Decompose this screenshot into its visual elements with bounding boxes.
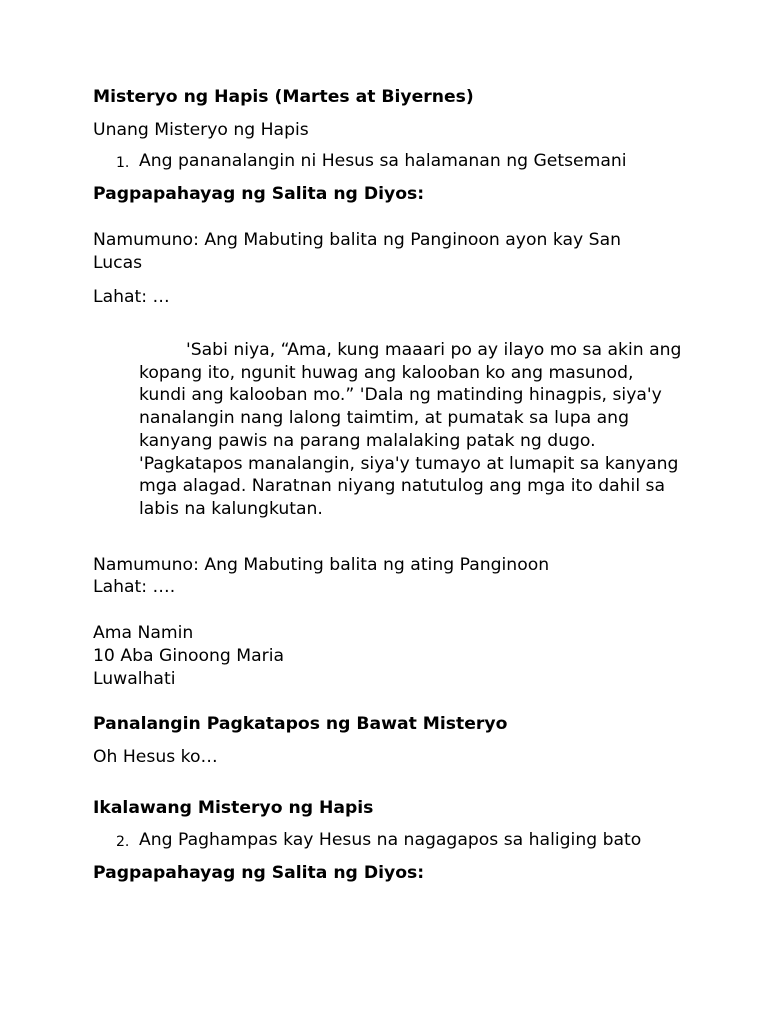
- leader-line-2: Namumuno: Ang Mabuting balita ng ating Panginoon: [93, 555, 550, 575]
- closing-prayer-heading: Panalangin Pagkatapos ng Bawat Misteryo: [93, 714, 508, 734]
- first-mystery-heading: Unang Misteryo ng Hapis: [93, 120, 309, 140]
- word-of-god-heading-2: Pagpapahayag ng Salita ng Diyos:: [93, 863, 425, 883]
- all-response-2: Lahat: ….: [93, 577, 176, 597]
- leader-line-1a: Namumuno: Ang Mabuting balita ng Panginoon ayon kay San: [93, 230, 622, 250]
- leader-line-1b: Lucas: [93, 253, 143, 273]
- all-response-1: Lahat: …: [93, 287, 170, 307]
- list-number-1: 1.: [116, 155, 130, 171]
- document-title: Misteryo ng Hapis (Martes at Biyernes): [93, 87, 474, 107]
- list-text-1: Ang pananalangin ni Hesus sa halamanan ng Getsemani: [139, 151, 627, 171]
- gospel-quote: 'Sabi niya, “Ama, kung maaari po ay ilayo mo sa akin ang kopang ito, ngunit huwag ang kalooban ko ang masunod, kundi ang kalooban mo.” 'Dala ng matinding hinagpis, siya'y nanalangin nang lalong taimtim, at pumatak sa lupa ang kanyang pawis na parang malalaking patak ng dugo. 'Pagkatapos manalangin, siya'y tumayo at lumapit sa kanyang mga alagad. Naratnan niyang natutulog ang mga ito dahil sa labis na kalungkutan.: [139, 340, 682, 519]
- word-of-god-heading-1: Pagpapahayag ng Salita ng Diyos:: [93, 184, 425, 204]
- prayer-aba-ginoong-maria: 10 Aba Ginoong Maria: [93, 646, 285, 666]
- list-number-2: 2.: [116, 834, 130, 850]
- prayer-luwalhati: Luwalhati: [93, 669, 176, 689]
- closing-prayer-text: Oh Hesus ko…: [93, 747, 218, 767]
- list-text-2: Ang Paghampas kay Hesus na nagagapos sa haliging bato: [139, 830, 642, 850]
- second-mystery-heading: Ikalawang Misteryo ng Hapis: [93, 798, 374, 818]
- prayer-ama-namin: Ama Namin: [93, 623, 194, 643]
